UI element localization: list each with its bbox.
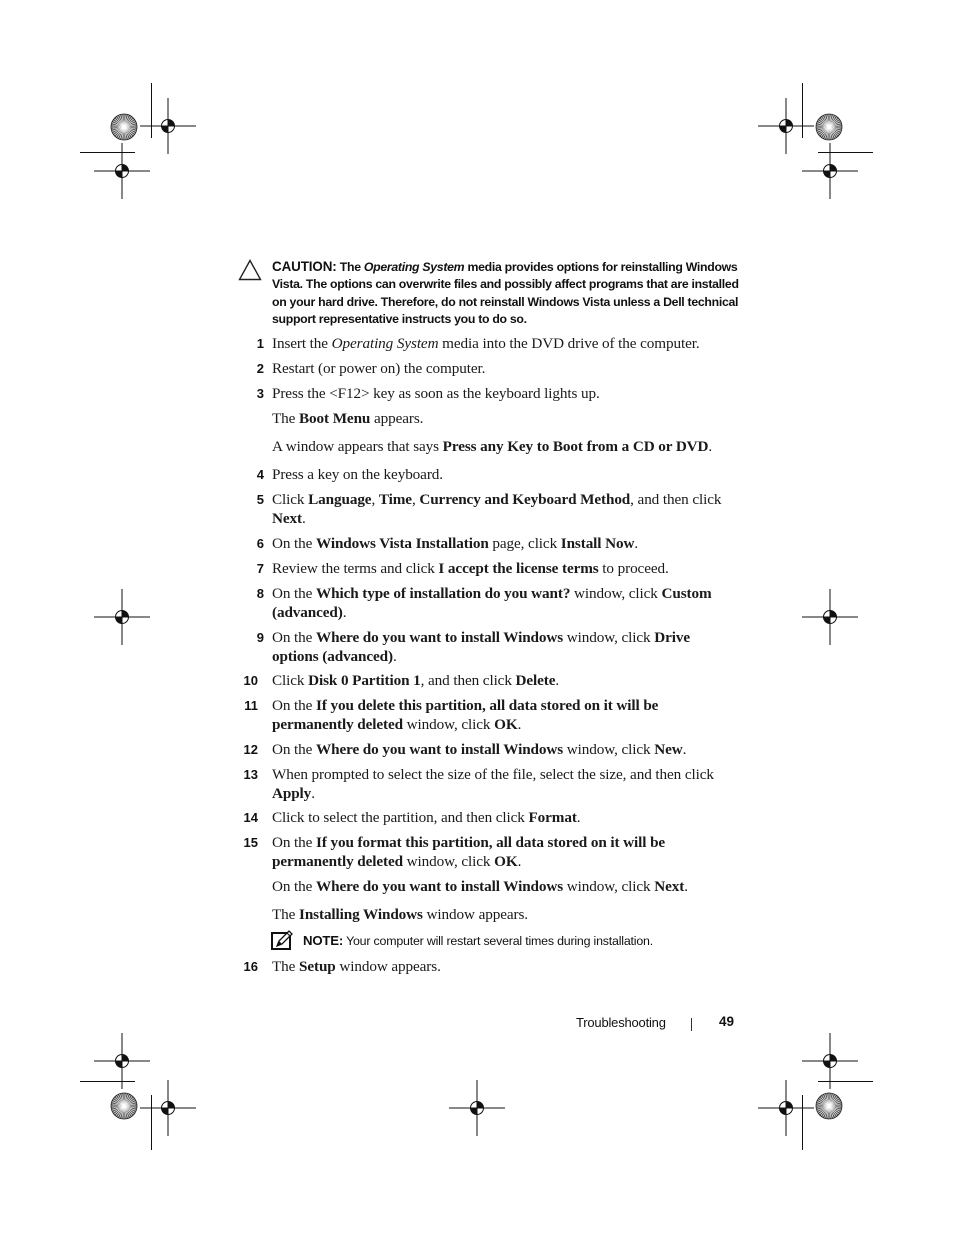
- ui-term: Currency and Keyboard Method: [419, 491, 631, 508]
- note-body: Your computer will restart several times during installation.: [346, 934, 653, 948]
- step-number: 8: [256, 586, 264, 601]
- step-text-run: .: [684, 878, 688, 895]
- step-text-run: ,: [371, 491, 379, 508]
- step-text: [272, 765, 734, 803]
- step-text-run: .: [634, 535, 639, 552]
- ui-term: Format: [528, 809, 577, 826]
- ui-term: Install Now: [560, 535, 635, 552]
- ui-term: Custom (advanced): [272, 585, 712, 621]
- step-text-run: The: [272, 906, 300, 923]
- ui-term: Setup: [299, 958, 336, 975]
- step-continuation-text: [272, 877, 734, 896]
- ui-term: If you delete this partition, all data stored on it will be permanently deleted: [272, 697, 659, 733]
- note-text: [303, 933, 653, 948]
- ui-term: Where do you want to install Windows: [316, 629, 564, 646]
- step-text-run: Restart (or power on) the computer.: [272, 360, 486, 377]
- step-text: [272, 833, 734, 871]
- ui-term: Drive options (advanced): [272, 629, 690, 665]
- step-text-run: window appears.: [335, 958, 441, 975]
- step-text: [272, 628, 734, 666]
- step-number: 1: [256, 336, 264, 351]
- step-text-run: , and then click: [630, 491, 722, 508]
- step-number: 13: [243, 767, 258, 782]
- ui-term: Which type of installation do you want?: [316, 585, 571, 602]
- step-text-run: .: [682, 741, 687, 758]
- step-text-run: On the: [272, 697, 317, 714]
- step-text-run: .: [517, 716, 522, 733]
- step-text-run: Click to select the partition, and then click: [272, 809, 529, 826]
- step-text-run: to proceed.: [598, 560, 669, 577]
- ui-term: Where do you want to install Windows: [316, 741, 564, 758]
- step-number: 15: [243, 835, 258, 850]
- step-text-run: On the: [272, 834, 317, 851]
- ui-term: Next: [654, 878, 685, 895]
- step-text-run: .: [576, 809, 581, 826]
- step-text-run: On the: [272, 878, 317, 895]
- step-text-run: The: [272, 958, 300, 975]
- caution-label: CAUTION:: [272, 259, 337, 274]
- ui-term: If you format this partition, all data stored on it will be permanently deleted: [272, 834, 666, 870]
- step-text-run: Press a key on the keyboard.: [272, 466, 443, 483]
- ui-term: Next: [272, 510, 302, 527]
- footer-separator: [691, 1018, 692, 1031]
- step-text-run: The: [272, 410, 300, 427]
- ui-term: Press any Key to Boot from a CD or DVD: [442, 438, 709, 455]
- step-number: 16: [243, 959, 258, 974]
- step-text: [272, 384, 734, 403]
- step-text-run: , and then click: [420, 672, 516, 689]
- step-text-run: appears.: [370, 410, 424, 427]
- step-continuation-text: [272, 905, 734, 924]
- ui-term: Windows Vista Installation: [316, 535, 489, 552]
- step-text-run: Review the terms and click: [272, 560, 439, 577]
- step-text-run: .: [708, 438, 713, 455]
- ui-term: Installing Windows: [299, 906, 423, 923]
- step-number: 9: [256, 630, 264, 645]
- step-text-run: On the: [272, 741, 317, 758]
- step-text-run: window, click: [563, 629, 655, 646]
- step-text: [272, 584, 734, 622]
- step-text-run: window, click: [563, 878, 655, 895]
- step-text-run: Insert the: [272, 335, 332, 352]
- step-number: 3: [256, 386, 264, 401]
- step-text: [272, 696, 734, 734]
- step-number: 7: [256, 561, 264, 576]
- step-text: [272, 808, 734, 827]
- step-text-run: Click: [272, 672, 309, 689]
- step-number: 4: [256, 467, 264, 482]
- step-number: 6: [256, 536, 264, 551]
- step-text-run: .: [392, 648, 397, 665]
- ui-term: Disk 0 Partition 1: [308, 672, 421, 689]
- step-text-run: Click: [272, 491, 309, 508]
- ui-term: OK: [494, 716, 518, 733]
- step-number: 2: [256, 361, 264, 376]
- ui-term: OK: [494, 853, 518, 870]
- emphasis-term: Operating System: [331, 335, 439, 352]
- caution-body: media provides options for reinstalling Windows Vista. The options can overwrite files and possibly affect programs that are installed on your hard drive. Therefore, do not reinstall Windows Vista unless a Dell technical support representative instructs you to do so.: [272, 260, 739, 326]
- step-text: [272, 957, 734, 976]
- ui-term: Apply: [272, 785, 312, 802]
- step-text: [272, 740, 734, 759]
- note-pencil-icon: [270, 929, 294, 951]
- ui-term: Delete: [515, 672, 556, 689]
- step-text-run: On the: [272, 629, 317, 646]
- note-label: NOTE:: [303, 933, 344, 948]
- step-text-run: .: [555, 672, 560, 689]
- ui-term: I accept the license terms: [438, 560, 599, 577]
- caution-media-name: Operating System: [363, 260, 465, 274]
- step-text: [272, 534, 734, 553]
- step-text-run: On the: [272, 535, 317, 552]
- caution-text: [272, 258, 746, 328]
- ui-term: Boot Menu: [299, 410, 371, 427]
- footer-section-title: Troubleshooting: [576, 1015, 666, 1030]
- step-text-run: .: [301, 510, 306, 527]
- step-number: 5: [256, 492, 264, 507]
- step-number: 14: [243, 810, 258, 825]
- step-text-run: Press the <F12> key as soon as the keyboard lights up.: [272, 385, 600, 402]
- step-text-run: ,: [411, 491, 420, 508]
- ui-term: New: [654, 741, 683, 758]
- step-continuation-text: [272, 409, 734, 428]
- note-callout: [270, 929, 740, 953]
- step-text: [272, 359, 734, 378]
- step-text-run: On the: [272, 585, 317, 602]
- step-number: 10: [243, 673, 258, 688]
- step-text-run: A window appears that says: [272, 438, 443, 455]
- ui-term: Language: [308, 491, 372, 508]
- step-text-run: window, click: [402, 716, 495, 733]
- step-text-run: .: [517, 853, 522, 870]
- caution-triangle-icon: [238, 259, 262, 281]
- step-text-run: .: [342, 604, 347, 621]
- step-text-run: window appears.: [422, 906, 528, 923]
- step-text: [272, 490, 734, 528]
- step-text-run: page, click: [488, 535, 561, 552]
- step-text-run: media into the DVD drive of the computer.: [438, 335, 700, 352]
- step-text-run: window, click: [563, 741, 655, 758]
- ui-term: Time: [378, 491, 412, 508]
- step-text: [272, 334, 734, 353]
- step-number: 11: [244, 698, 258, 713]
- step-text: [272, 559, 734, 578]
- step-number: 12: [243, 742, 258, 757]
- caution-lead: The: [339, 260, 361, 274]
- step-text-run: window, click: [570, 585, 662, 602]
- step-text: [272, 671, 734, 690]
- step-text-run: When prompted to select the size of the file, select the size, and then click: [272, 766, 714, 783]
- step-text: [272, 465, 734, 484]
- step-text-run: .: [311, 785, 315, 802]
- step-text-run: window, click: [402, 853, 495, 870]
- step-continuation-text: [272, 437, 734, 456]
- page-number: 49: [719, 1014, 735, 1029]
- ui-term: Where do you want to install Windows: [316, 878, 564, 895]
